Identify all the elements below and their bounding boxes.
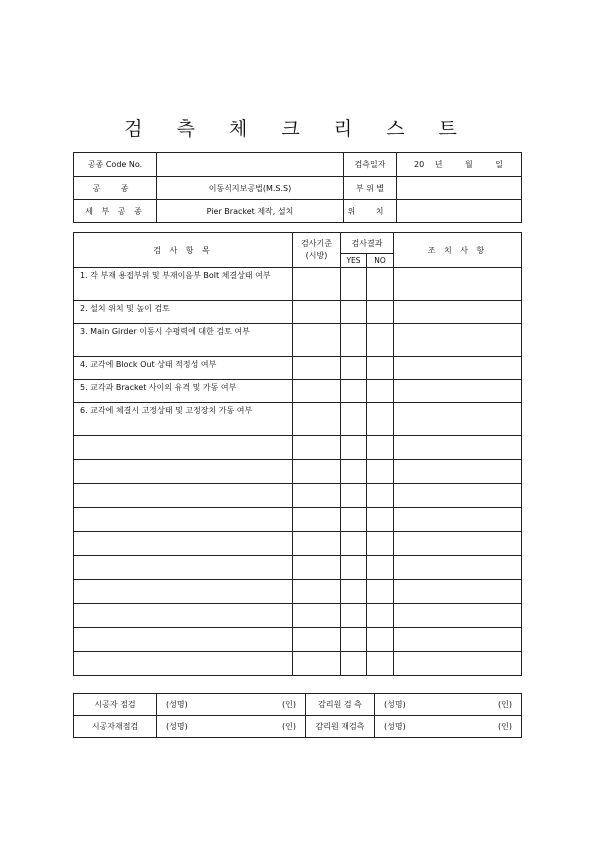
empty-row [74, 532, 522, 556]
criteria-cell[interactable] [293, 357, 341, 380]
action-cell[interactable] [394, 268, 522, 301]
seal-mark: (인) [498, 700, 512, 709]
item-cell[interactable] [74, 508, 293, 532]
dept-label: 부 위 별 [344, 177, 397, 200]
yes-cell[interactable] [341, 301, 367, 324]
supervisor-sign-field[interactable] [375, 694, 522, 716]
criteria-cell[interactable] [293, 580, 341, 604]
empty-row [74, 556, 522, 580]
date-year: 20 [414, 160, 425, 169]
no-cell[interactable] [367, 628, 394, 652]
empty-row [74, 652, 522, 676]
header-no: NO [367, 254, 394, 268]
no-cell[interactable] [367, 484, 394, 508]
work-label: 공 종 [74, 177, 157, 200]
action-cell[interactable] [394, 460, 522, 484]
table-row [74, 268, 522, 301]
action-cell[interactable] [394, 652, 522, 676]
info-row-detail [74, 200, 522, 223]
sign-table [73, 693, 522, 738]
table-row [74, 380, 522, 403]
item-cell[interactable] [74, 580, 293, 604]
no-cell[interactable] [367, 301, 394, 324]
no-cell[interactable] [367, 508, 394, 532]
table-row [74, 403, 522, 436]
supervisor-recheck-sign-field[interactable] [375, 716, 522, 738]
check-item-label: 5. 교각과 Bracket 사이의 유격 및 가동 여부 [74, 380, 293, 403]
loc-label: 위 치 [344, 200, 397, 223]
action-cell[interactable] [394, 324, 522, 357]
no-cell[interactable] [367, 532, 394, 556]
yes-cell[interactable] [341, 324, 367, 357]
detail-label: 세 부 공 종 [74, 200, 157, 223]
criteria-cell[interactable] [293, 403, 341, 436]
check-item-label: 6. 교각에 체결시 고정상태 및 고정장치 가동 여부 [74, 403, 293, 436]
contractor-sign-field[interactable] [157, 694, 306, 716]
criteria-cell[interactable] [293, 628, 341, 652]
criteria-cell[interactable] [293, 532, 341, 556]
date-month-unit: 월 [465, 160, 473, 169]
name-placeholder: (성명) [384, 700, 406, 709]
yes-cell[interactable] [341, 403, 367, 436]
criteria-cell[interactable] [293, 436, 341, 460]
criteria-cell[interactable] [293, 324, 341, 357]
empty-row [74, 484, 522, 508]
header-criteria [293, 233, 341, 268]
empty-row [74, 604, 522, 628]
item-cell[interactable] [74, 484, 293, 508]
yes-cell[interactable] [341, 268, 367, 301]
action-cell[interactable] [394, 484, 522, 508]
contractor-recheck-label: 시공자재점검 [74, 716, 157, 738]
table-row [74, 324, 522, 357]
no-cell[interactable] [367, 380, 394, 403]
no-cell[interactable] [367, 268, 394, 301]
checklist-table [73, 232, 522, 676]
info-row-work [74, 177, 522, 200]
check-item-label: 3. Main Girder 이동시 수평력에 대한 검토 여부 [74, 324, 293, 357]
contractor-label: 시공자 점검 [74, 694, 157, 716]
item-cell[interactable] [74, 532, 293, 556]
no-cell[interactable] [367, 460, 394, 484]
no-cell[interactable] [367, 357, 394, 380]
action-cell[interactable] [394, 380, 522, 403]
no-cell[interactable] [367, 604, 394, 628]
supervisor-label: 감리원 검 측 [306, 694, 375, 716]
supervisor-recheck-label: 감리원 재검측 [306, 716, 375, 738]
empty-row [74, 580, 522, 604]
table-row [74, 301, 522, 324]
empty-row [74, 508, 522, 532]
item-cell[interactable] [74, 556, 293, 580]
no-cell[interactable] [367, 436, 394, 460]
header-criteria-line1: 검사기준 [301, 239, 332, 248]
action-cell[interactable] [394, 580, 522, 604]
check-item-label: 4. 교각에 Block Out 상태 적정성 여부 [74, 357, 293, 380]
no-cell[interactable] [367, 403, 394, 436]
no-cell[interactable] [367, 580, 394, 604]
name-placeholder: (성명) [384, 722, 406, 731]
code-label: 공종 Code No. [74, 153, 157, 177]
header-yes: YES [341, 254, 367, 268]
empty-row [74, 436, 522, 460]
name-placeholder: (성명) [166, 700, 188, 709]
info-row-code [74, 153, 522, 177]
action-cell[interactable] [394, 556, 522, 580]
contractor-recheck-sign-field[interactable] [157, 716, 306, 738]
loc-value-field[interactable] [397, 200, 522, 223]
criteria-cell[interactable] [293, 460, 341, 484]
yes-cell[interactable] [341, 380, 367, 403]
empty-row [74, 460, 522, 484]
yes-cell[interactable] [341, 604, 367, 628]
date-year-unit: 년 [434, 160, 443, 169]
action-cell[interactable] [394, 604, 522, 628]
page-title: 검 측 체 크 리 스 트 [124, 118, 471, 140]
yes-cell[interactable] [341, 580, 367, 604]
criteria-cell[interactable] [293, 556, 341, 580]
seal-mark: (인) [282, 700, 296, 709]
action-cell[interactable] [394, 508, 522, 532]
item-cell[interactable] [74, 628, 293, 652]
header-result: 검사결과 [341, 233, 394, 254]
criteria-cell[interactable] [293, 508, 341, 532]
date-value-field[interactable] [397, 153, 522, 177]
action-cell[interactable] [394, 436, 522, 460]
item-cell[interactable] [74, 604, 293, 628]
table-row [74, 357, 522, 380]
action-cell[interactable] [394, 532, 522, 556]
criteria-cell[interactable] [293, 301, 341, 324]
action-cell[interactable] [394, 301, 522, 324]
check-item-label: 1. 각 부재 용접부위 및 부재이음부 Bolt 체결상태 여부 [74, 268, 293, 301]
header-criteria-line2: (시방) [305, 251, 328, 260]
date-label: 검측일자 [344, 153, 397, 177]
date-day-unit: 일 [495, 160, 504, 169]
action-cell[interactable] [394, 357, 522, 380]
criteria-cell[interactable] [293, 380, 341, 403]
criteria-cell[interactable] [293, 268, 341, 301]
header-action: 조 치 사 항 [394, 233, 522, 268]
yes-cell[interactable] [341, 652, 367, 676]
dept-value-field[interactable] [397, 177, 522, 200]
seal-mark: (인) [498, 722, 512, 731]
seal-mark: (인) [282, 722, 296, 731]
check-item-label: 2. 설치 위치 및 높이 검토 [74, 301, 293, 324]
yes-cell[interactable] [341, 436, 367, 460]
code-value-field[interactable] [157, 153, 344, 177]
criteria-cell[interactable] [293, 484, 341, 508]
yes-cell[interactable] [341, 357, 367, 380]
item-cell[interactable] [74, 436, 293, 460]
yes-cell[interactable] [341, 628, 367, 652]
yes-cell[interactable] [341, 484, 367, 508]
yes-cell[interactable] [341, 532, 367, 556]
criteria-cell[interactable] [293, 604, 341, 628]
yes-cell[interactable] [341, 508, 367, 532]
no-cell[interactable] [367, 324, 394, 357]
no-cell[interactable] [367, 556, 394, 580]
header-item: 검 사 항 목 [74, 233, 293, 268]
action-cell[interactable] [394, 628, 522, 652]
sign-row-recheck [74, 716, 522, 738]
name-placeholder: (성명) [166, 722, 188, 731]
detail-value: Pier Bracket 제작, 설치 [157, 200, 344, 223]
action-cell[interactable] [394, 403, 522, 436]
checklist-header-row [74, 233, 522, 254]
info-table [73, 152, 522, 223]
yes-cell[interactable] [341, 556, 367, 580]
yes-cell[interactable] [341, 460, 367, 484]
item-cell[interactable] [74, 652, 293, 676]
item-cell[interactable] [74, 460, 293, 484]
work-value: 이동식지보공법(M.S.S) [157, 177, 344, 200]
sign-row-check [74, 694, 522, 716]
empty-row [74, 628, 522, 652]
criteria-cell[interactable] [293, 652, 341, 676]
no-cell[interactable] [367, 652, 394, 676]
